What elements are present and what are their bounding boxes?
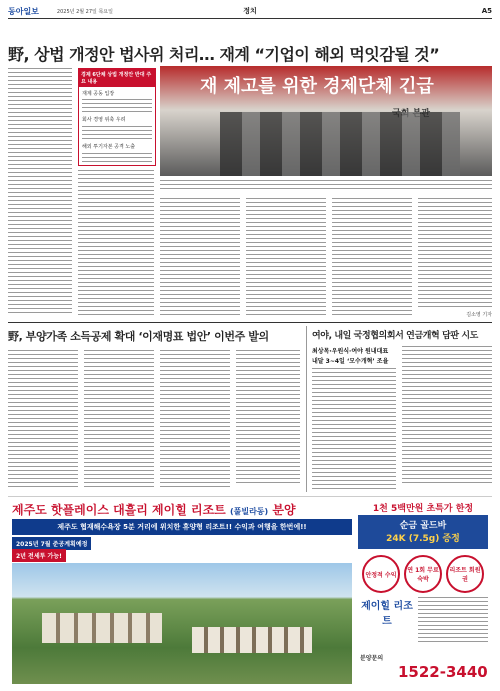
ad-title-tag: (풀빌라동) — [229, 507, 269, 516]
ad-title-suffix: 분양 — [272, 503, 296, 517]
article1-body-col3 — [160, 198, 240, 316]
article3-body-col2 — [402, 346, 492, 486]
ad-ribbon: 2025년 7월 준공계획예정 — [12, 537, 91, 550]
sidebar-item: 재계 공동 입장 — [82, 91, 115, 97]
page-number: A5 — [481, 7, 492, 15]
sidebar-text — [82, 99, 152, 113]
ad-sub-ribbon: 2년 전세투 가능! — [12, 549, 66, 562]
article2-body-col2 — [84, 350, 154, 490]
sidebar-box — [78, 68, 156, 166]
sidebar-title: 경제 6단체 상법 개정안 반대 주요 내용 — [79, 69, 155, 87]
ad-title-main: 제주도 핫플레이스 대흘리 제이힐 리조트 — [12, 503, 226, 517]
article2-body-col3 — [160, 350, 230, 490]
article1-body-col4 — [246, 198, 326, 316]
phone-label: 분양문의 — [360, 655, 384, 662]
main-headline: 野, 상법 개정안 법사위 처리… 재계 “기업이 해외 먹잇감될 것” — [8, 45, 440, 64]
article1-byline: 김소영 기자 — [466, 312, 492, 318]
photo-banner-text: 재 제고를 위한 경제단체 긴급 — [200, 76, 434, 97]
gold-label: 순금 골드바 — [399, 521, 447, 531]
brand-logo: 제이힐 리조트 — [361, 601, 413, 627]
article2-headline: 野, 부양가족 소득공제 확대 ‘이재명표 법안’ 이번주 발의 — [8, 330, 269, 343]
resort-aerial-image — [12, 563, 352, 684]
article3-subhead: 최상목·우원식·여야 원내대표 — [312, 348, 389, 355]
gold-bar-box — [358, 515, 488, 549]
masthead — [8, 4, 492, 19]
article3-subhead-2: 내달 3~4일 ‘모수개혁’ 조율 — [312, 358, 389, 365]
news-photo — [160, 66, 492, 176]
people-figures — [220, 112, 460, 176]
article1-body-col5 — [332, 198, 412, 316]
section-title: 정치 — [243, 7, 257, 15]
divider — [8, 322, 492, 323]
sidebar-item: 해외 투기자본 공격 노출 — [82, 144, 136, 150]
article1-body-col2 — [78, 170, 154, 316]
benefit-badge: 안정적 수익 — [362, 555, 400, 593]
photo-caption — [160, 180, 492, 192]
ad-title — [12, 501, 352, 518]
ad-tagline: 제주도 협재해수욕장 5분 거리에 위치한 휴양형 리조트!! 수익과 여행을 한번에!! — [12, 519, 352, 535]
benefit-badge: 리조트 회원권 — [446, 555, 484, 593]
advertisement — [8, 496, 492, 688]
ad-fine-print — [418, 597, 488, 645]
article3-body-col1 — [312, 368, 396, 490]
newspaper-logo: 동아일보 — [8, 6, 39, 16]
sidebar-text — [82, 126, 152, 140]
article3-headline: 여야, 내일 국정협의회서 연금개혁 담판 시도 — [312, 331, 478, 341]
article2-body-col4 — [236, 350, 300, 484]
article1-body-col6 — [418, 198, 492, 310]
issue-date: 2025년 2월 27일 목요일 — [56, 8, 113, 15]
gold-value: 24K (7.5g) 증정 — [386, 534, 460, 544]
resort-buildings — [192, 627, 312, 653]
column-divider — [306, 326, 307, 492]
benefit-badge: 연 1회 무료숙박 — [404, 555, 442, 593]
article1-body-col1 — [8, 68, 72, 316]
sidebar-item: 회사 경영 위축 우려 — [82, 117, 126, 123]
ad-badge-top: 1천 5백만원 초특가 한정 — [372, 504, 474, 514]
article2-body-col1 — [8, 350, 78, 490]
phone-number: 1522-3440 — [398, 663, 488, 681]
resort-buildings — [42, 613, 162, 643]
sidebar-text — [82, 153, 152, 163]
